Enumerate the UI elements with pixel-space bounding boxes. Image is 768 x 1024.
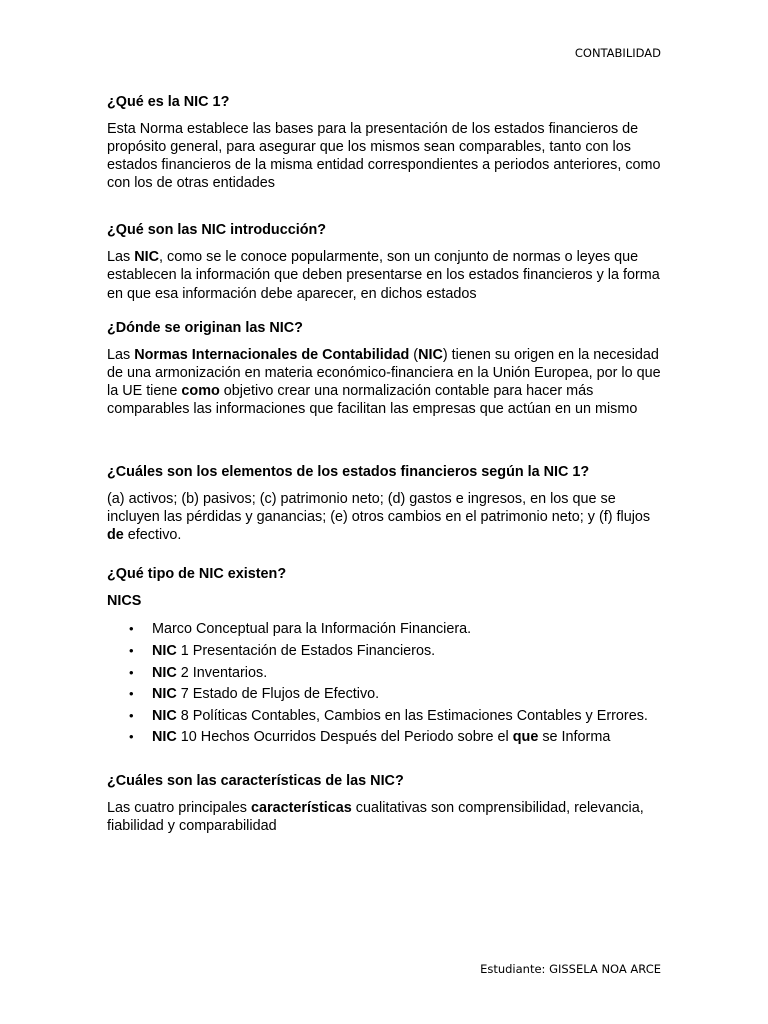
question-heading: ¿Qué tipo de NIC existen? bbox=[107, 566, 287, 583]
answer-text: (a) activos; (b) pasivos; (c) patrimonio neto; (d) gastos e ingresos, en los que se incluyen las pérdidas y ganancias; (e) otros cambios en el patrimonio neto; y (f) flujos bbox=[107, 491, 651, 526]
list-item bbox=[107, 620, 663, 638]
question-heading: ¿Cuáles son las características de las NIC? bbox=[107, 773, 404, 790]
answer-text: objetivo crear una normalización contable para hacer más comparables las informaciones que facilitan las empresas que actúan en un mismo bbox=[107, 382, 638, 417]
list-item-bold: NIC bbox=[152, 686, 177, 703]
answer-text: , como se le conoce popularmente, son un conjunto de normas o leyes que establecen la información que deben presentarse en los estados financieros y la forma en que esa información debe aparecer, en dichos estados bbox=[107, 249, 660, 302]
list-item bbox=[107, 728, 663, 746]
answer-bold-text: características bbox=[250, 800, 352, 817]
answer-text: efectivo. bbox=[123, 527, 182, 544]
answer-bold-text: como bbox=[181, 382, 220, 399]
answer-text: ( bbox=[409, 346, 419, 363]
answer-paragraph bbox=[107, 248, 663, 302]
bullet-icon: • bbox=[129, 642, 134, 658]
list-item bbox=[107, 685, 663, 703]
list-item-text: 7 Estado de Flujos de Efectivo. bbox=[176, 686, 380, 703]
list-item-bold: que bbox=[512, 729, 539, 746]
answer-paragraph bbox=[107, 346, 663, 418]
bullet-icon: • bbox=[129, 729, 134, 745]
question-heading: ¿Qué es la NIC 1? bbox=[107, 94, 230, 110]
answer-text: ) tienen su origen en la necesidad de una armonización en materia económico-financiera en la Unión Europea, por lo que la UE tiene bbox=[107, 346, 661, 399]
question-heading: ¿Qué son las NIC introducción? bbox=[107, 222, 327, 239]
list-item-text: Marco Conceptual para la Información Financiera. bbox=[152, 621, 472, 638]
bullet-icon: • bbox=[129, 664, 134, 680]
bullet-icon: • bbox=[129, 707, 134, 723]
list-item bbox=[107, 642, 663, 660]
list-item-text: 1 Presentación de Estados Financieros. bbox=[176, 642, 436, 659]
answer-paragraph bbox=[107, 490, 663, 544]
list-item-text: se Informa bbox=[538, 729, 611, 746]
answer-bold-text: NIC bbox=[134, 249, 159, 266]
page-footer-student: Estudiante: GISSELA NOA ARCE bbox=[480, 962, 661, 976]
list-item-text: 10 Hechos Ocurridos Después del Periodo sobre el bbox=[176, 729, 513, 746]
nic-list bbox=[107, 620, 663, 746]
list-item bbox=[107, 664, 663, 682]
question-heading: ¿Cuáles son los elementos de los estados financieros según la NIC 1? bbox=[107, 464, 590, 481]
answer-bold-text: NIC bbox=[418, 346, 443, 363]
list-item bbox=[107, 707, 663, 725]
list-item-bold: NIC bbox=[152, 707, 177, 724]
list-item-text: 2 Inventarios. bbox=[176, 664, 268, 681]
answer-text: Las bbox=[107, 249, 135, 266]
question-heading: ¿Dónde se originan las NIC? bbox=[107, 319, 303, 336]
bullet-icon: • bbox=[129, 686, 134, 702]
list-item-bold: NIC bbox=[152, 729, 177, 746]
answer-paragraph: Esta Norma establece las bases para la presentación de los estados financieros de propósito general, para asegurar que los mismos sean comparables, tanto con los estados financieros de la misma entidad correspondientes a periodos anteriores, como con los de otras entidades bbox=[107, 121, 661, 192]
list-item-bold: NIC bbox=[152, 664, 177, 681]
answer-text: cualitativas son comprensibilidad, relevancia, fiabilidad y comparabilidad bbox=[107, 800, 644, 835]
answer-paragraph bbox=[107, 799, 663, 835]
answer-text: Las cuatro principales bbox=[107, 800, 251, 817]
document-body bbox=[107, 93, 663, 836]
list-item-text: 8 Políticas Contables, Cambios en las Estimaciones Contables y Errores. bbox=[176, 707, 648, 724]
page-header-title: CONTABILIDAD bbox=[574, 46, 661, 60]
list-item-bold: NIC bbox=[152, 642, 177, 659]
answer-bold-text: Normas Internacionales de Contabilidad bbox=[134, 346, 410, 363]
answer-bold-text: de bbox=[107, 527, 124, 544]
answer-text: Las bbox=[107, 346, 135, 363]
bullet-icon: • bbox=[129, 621, 134, 637]
subheading-nics: NICS bbox=[107, 593, 142, 610]
